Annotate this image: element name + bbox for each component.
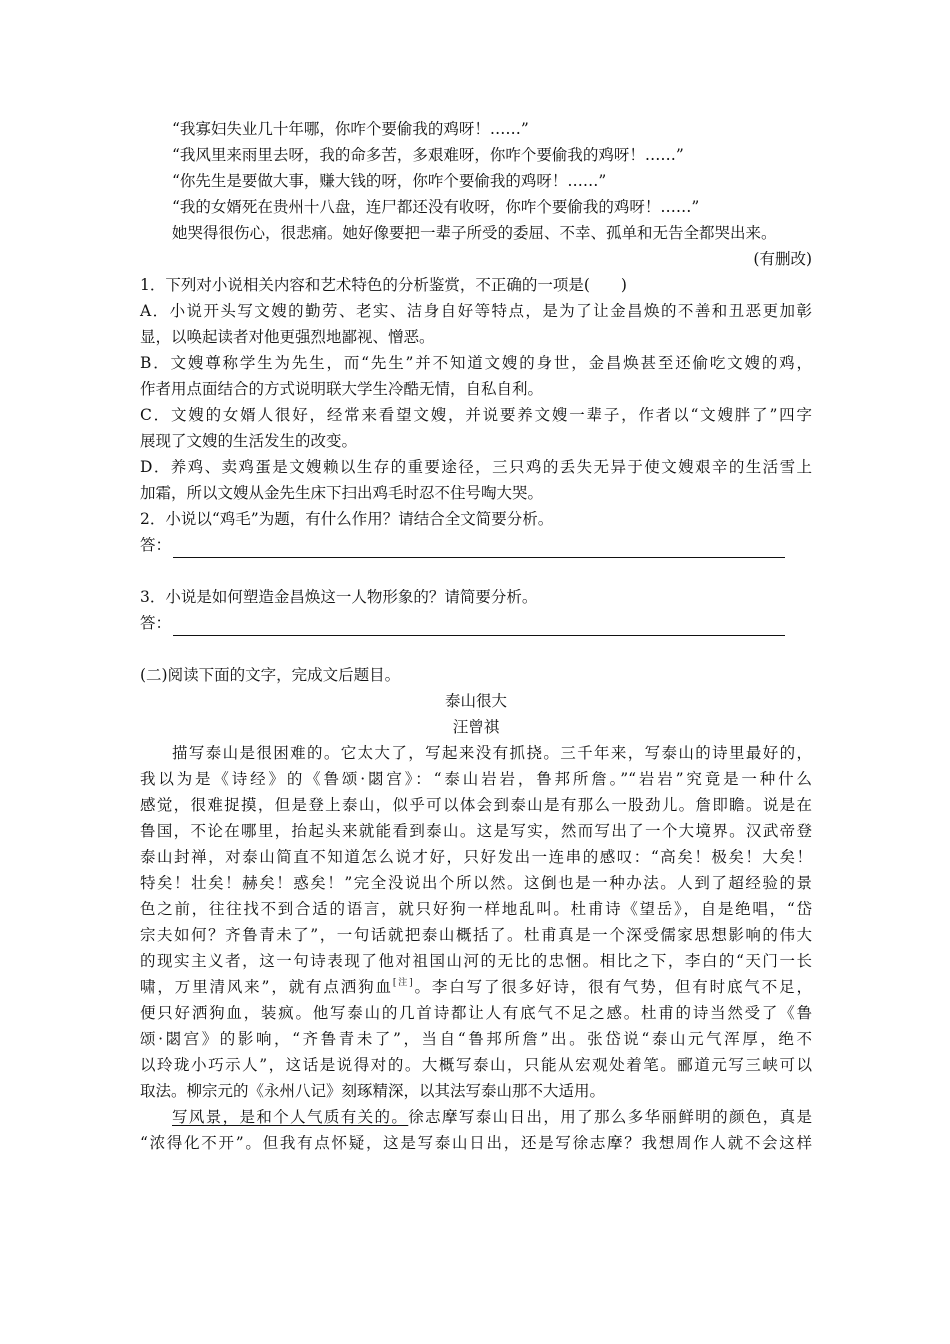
passage-line: 颂·閟宫》的影响，“齐鲁青未了”，当自“鲁邦所詹”出。张岱说“泰山元气浑厚，绝不 xyxy=(140,1030,812,1048)
passage-paragraph-2-line-1 xyxy=(140,1104,812,1130)
passage-line-with-footnote xyxy=(140,974,812,1000)
story-closing-paragraph: 她哭得很伤心，很悲痛。她好像要把一辈子所受的委屈、不幸、孤单和无告全都哭出来。 xyxy=(172,224,777,242)
passage-line: 以玲珑小巧示人”，这话是说得对的。大概写泰山，只能从宏观处着笔。郦道元写三峡可以 xyxy=(140,1056,812,1074)
passage-line: 我以为是《诗经》的《鲁颂·閟宫》：“泰山岩岩，鲁邦所詹。”“岩岩”究竟是一种什么 xyxy=(140,770,812,788)
story-quote-2: “我风里来雨里去呀，我的命多苦，多艰难呀，你咋个要偷我的鸡呀！……” xyxy=(172,146,684,164)
passage-paragraph-2-line-2: “浓得化不开”。但我有点怀疑，这是写泰山日出，还是写徐志摩？我想周作人就不会这样 xyxy=(140,1134,812,1152)
option-b-line-2: 作者用点面结合的方式说明联大学生冷酷无情，自私自利。 xyxy=(140,380,544,398)
section-2-instruction: (二)阅读下面的文字，完成文后题目。 xyxy=(140,666,401,684)
passage-text: 啸，万里清风来”，就有点洒狗血 xyxy=(140,978,393,996)
option-d-line-2: 加霜，所以文嫂从金先生床下扫出鸡毛时忍不住号啕大哭。 xyxy=(140,484,544,502)
option-c-line-1: C．文嫂的女婿人很好，经常来看望文嫂，并说要养文嫂一辈子，作者以“文嫂胖了”四字 xyxy=(140,406,812,424)
passage-line: 色之前，往往找不到合适的语言，就只好狗一样地乱叫。杜甫诗《望岳》，自是绝唱，“岱 xyxy=(140,900,812,918)
story-quote-1: “我寡妇失业几十年哪，你咋个要偷我的鸡呀！……” xyxy=(172,120,529,138)
passage-line: 宗夫如何？齐鲁青未了”，一句话就把泰山概括了。杜甫真是一个深受儒家思想影响的伟大 xyxy=(140,926,812,944)
option-b-line-1: B．文嫂尊称学生为先生，而“先生”并不知道文嫂的身世，金昌焕甚至还偷吃文嫂的鸡， xyxy=(140,354,812,372)
passage-text: 。李白写了很多好诗，很有气势，但有时底气不足， xyxy=(412,978,812,996)
passage-line: 鲁国，不论在哪里，抬起头来就能看到泰山。这是写实，然而写出了一个大境界。汉武帝登 xyxy=(140,822,812,840)
abridged-note: (有删改) xyxy=(753,250,812,268)
passage-line: 的现实主义者，这一句诗表现了他对祖国山河的无比的忠悃。相比之下，李白的“天门一长 xyxy=(140,952,812,970)
story-quote-4: “我的女婿死在贵州十八盘，连尸都还没有收呀，你咋个要偷我的鸡呀！……” xyxy=(172,198,700,216)
answer-rule[interactable] xyxy=(173,617,785,636)
question-2-stem: 2．小说以“鸡毛”为题，有什么作用？请结合全文简要分析。 xyxy=(140,510,554,528)
footnote-marker[interactable]: [注] xyxy=(392,978,413,988)
answer-label: 答： xyxy=(140,614,172,632)
underlined-sentence: 写风景，是和个人气质有关的。 xyxy=(172,1108,409,1126)
passage-line: 取法。柳宗元的《永州八记》刻琢精深，以其法写泰山那不大适用。 xyxy=(140,1082,606,1100)
passage-text: 徐志摩写泰山日出，用了那么多华丽鲜明的颜色，真是 xyxy=(408,1108,812,1126)
answer-label: 答： xyxy=(140,536,172,554)
passage-line: 便只好洒狗血，装疯。他写泰山的几首诗都让人有底气不足之感。杜甫的诗当然受了《鲁 xyxy=(140,1004,812,1022)
option-d-line-1: D．养鸡、卖鸡蛋是文嫂赖以生存的重要途径，三只鸡的丢失无异于使文嫂艰辛的生活雪上 xyxy=(140,458,812,476)
option-c-line-2: 展现了文嫂的生活发生的改变。 xyxy=(140,432,358,450)
passage-title: 泰山很大 xyxy=(444,692,507,710)
passage-line: 特矣！壮矣！赫矣！惑矣！”完全没说出个所以然。这倒也是一种办法。人到了超经验的景 xyxy=(140,874,812,892)
passage-line: 描写泰山是很困难的。它太大了，写起来没有抓挠。三千年来，写泰山的诗里最好的， xyxy=(172,744,812,762)
option-a-line-1: A．小说开头写文嫂的勤劳、老实、洁身自好等特点，是为了让金昌焕的不善和丑恶更加彰 xyxy=(140,302,812,320)
story-quote-3: “你先生是要做大事，赚大钱的呀，你咋个要偷我的鸡呀！……” xyxy=(172,172,607,190)
passage-line: 泰山封禅，对泰山简直不知道怎么说才好，只好发出一连串的感叹：“高矣！极矣！大矣！ xyxy=(140,848,812,866)
question-1-stem: 1．下列对小说相关内容和艺术特色的分析鉴赏，不正确的一项是( ) xyxy=(140,276,627,294)
document-page xyxy=(140,116,812,1156)
question-3-answer-line[interactable] xyxy=(140,610,812,636)
passage-line: 感觉，很难捉摸，但是登上泰山，似乎可以体会到泰山是有那么一股劲儿。詹即瞻。说是在 xyxy=(140,796,812,814)
answer-rule[interactable] xyxy=(173,539,785,558)
option-a-line-2: 显，以唤起读者对他更强烈地鄙视、憎恶。 xyxy=(140,328,435,346)
question-3-stem: 3．小说是如何塑造金昌焕这一人物形象的？请简要分析。 xyxy=(140,588,538,606)
question-2-answer-line[interactable] xyxy=(140,532,812,558)
passage-author: 汪曾祺 xyxy=(452,718,500,736)
